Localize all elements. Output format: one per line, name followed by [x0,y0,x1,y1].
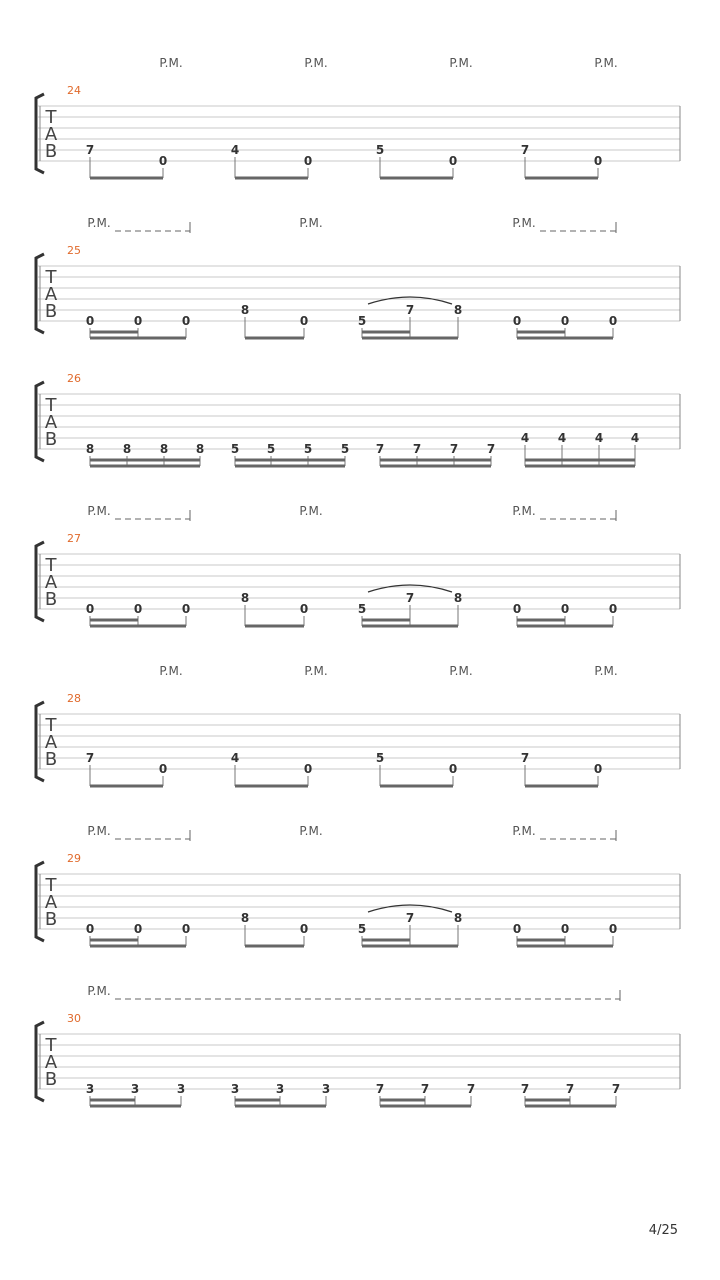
fret-number: 7 [375,1082,385,1096]
fret-number: 7 [565,1082,575,1096]
tab-clef-letter: A [44,1052,58,1073]
fret-number: 8 [453,911,463,925]
palm-mute-label: P.M. [512,216,536,230]
fret-number: 5 [357,314,367,328]
fret-number: 0 [560,314,570,328]
palm-mute-label: P.M. [512,504,536,518]
palm-mute-label: P.M. [87,504,111,518]
page-number: 4/25 [648,1223,678,1238]
tab-clef-letter: A [44,124,58,145]
palm-mute-label: P.M. [87,216,111,230]
fret-number: 4 [230,143,240,157]
fret-number: 0 [608,314,618,328]
palm-mute-label: P.M. [449,664,473,678]
tab-clef-letter: B [44,749,58,770]
fret-number: 3 [85,1082,95,1096]
tab-clef-letter: B [44,589,58,610]
fret-number: 0 [448,154,458,168]
palm-mute-label: P.M. [594,664,618,678]
tab-clef-letter: B [44,1069,58,1090]
fret-number: 5 [303,442,313,456]
palm-mute-label: P.M. [449,56,473,70]
palm-mute-label: P.M. [299,504,323,518]
fret-number: 0 [608,922,618,936]
fret-number: 0 [85,314,95,328]
fret-number: 0 [133,314,143,328]
palm-mute-label: P.M. [304,664,328,678]
fret-number: 8 [85,442,95,456]
tab-clef-letter: A [44,892,58,913]
fret-number: 7 [412,442,422,456]
tab-clef-letter: B [44,301,58,322]
fret-number: 7 [520,751,530,765]
fret-number: 0 [512,922,522,936]
palm-mute-label: P.M. [87,984,111,998]
fret-number: 8 [159,442,169,456]
fret-number: 0 [512,314,522,328]
fret-number: 5 [357,922,367,936]
palm-mute-label: P.M. [299,216,323,230]
fret-number: 8 [453,303,463,317]
tab-clef-letter: T [45,715,57,736]
tab-clef-letter: T [45,1035,57,1056]
fret-number: 7 [520,143,530,157]
fret-number: 3 [130,1082,140,1096]
tab-clef-letter: T [45,395,57,416]
bar-number: 30 [67,1012,81,1025]
fret-number: 0 [299,314,309,328]
fret-number: 7 [405,591,415,605]
bar-number: 29 [67,852,81,865]
fret-number: 0 [608,602,618,616]
tab-clef-letter: A [44,412,58,433]
fret-number: 0 [303,762,313,776]
fret-number: 7 [449,442,459,456]
fret-number: 0 [303,154,313,168]
fret-number: 0 [593,762,603,776]
fret-number: 0 [181,602,191,616]
palm-mute-label: P.M. [304,56,328,70]
fret-number: 3 [321,1082,331,1096]
fret-number: 0 [448,762,458,776]
palm-mute-label: P.M. [299,824,323,838]
fret-number: 0 [133,922,143,936]
fret-number: 7 [420,1082,430,1096]
fret-number: 0 [512,602,522,616]
fret-number: 8 [240,303,250,317]
fret-number: 0 [181,314,191,328]
fret-number: 8 [240,911,250,925]
fret-number: 0 [299,602,309,616]
palm-mute-label: P.M. [159,56,183,70]
tab-clef-letter: A [44,732,58,753]
fret-number: 7 [520,1082,530,1096]
fret-number: 8 [240,591,250,605]
fret-number: 5 [357,602,367,616]
palm-mute-label: P.M. [594,56,618,70]
fret-number: 8 [195,442,205,456]
fret-number: 0 [133,602,143,616]
fret-number: 4 [630,431,640,445]
bar-number: 24 [67,84,81,97]
fret-number: 5 [230,442,240,456]
bar-number: 25 [67,244,81,257]
fret-number: 5 [266,442,276,456]
fret-number: 8 [453,591,463,605]
fret-number: 0 [299,922,309,936]
tab-clef-letter: T [45,107,57,128]
bar-number: 26 [67,372,81,385]
tab-clef-letter: B [44,429,58,450]
fret-number: 8 [122,442,132,456]
fret-number: 0 [85,922,95,936]
palm-mute-label: P.M. [87,824,111,838]
fret-number: 0 [85,602,95,616]
fret-number: 7 [611,1082,621,1096]
fret-number: 7 [486,442,496,456]
fret-number: 4 [594,431,604,445]
fret-number: 7 [85,143,95,157]
fret-number: 0 [158,762,168,776]
fret-number: 3 [230,1082,240,1096]
tab-clef-letter: A [44,284,58,305]
fret-number: 7 [85,751,95,765]
fret-number: 3 [176,1082,186,1096]
tab-clef-letter: B [44,141,58,162]
tab-clef-letter: T [45,555,57,576]
bar-number: 27 [67,532,81,545]
fret-number: 0 [158,154,168,168]
fret-number: 4 [557,431,567,445]
tab-clef-letter: T [45,267,57,288]
fret-number: 5 [340,442,350,456]
fret-number: 0 [593,154,603,168]
fret-number: 0 [560,602,570,616]
fret-number: 4 [230,751,240,765]
palm-mute-label: P.M. [159,664,183,678]
bar-number: 28 [67,692,81,705]
fret-number: 7 [405,303,415,317]
tab-clef-letter: B [44,909,58,930]
fret-number: 3 [275,1082,285,1096]
fret-number: 7 [375,442,385,456]
fret-number: 7 [405,911,415,925]
fret-number: 5 [375,751,385,765]
fret-number: 7 [466,1082,476,1096]
fret-number: 0 [560,922,570,936]
tab-clef-letter: A [44,572,58,593]
tab-clef-letter: T [45,875,57,896]
fret-number: 5 [375,143,385,157]
fret-number: 4 [520,431,530,445]
palm-mute-label: P.M. [512,824,536,838]
fret-number: 0 [181,922,191,936]
